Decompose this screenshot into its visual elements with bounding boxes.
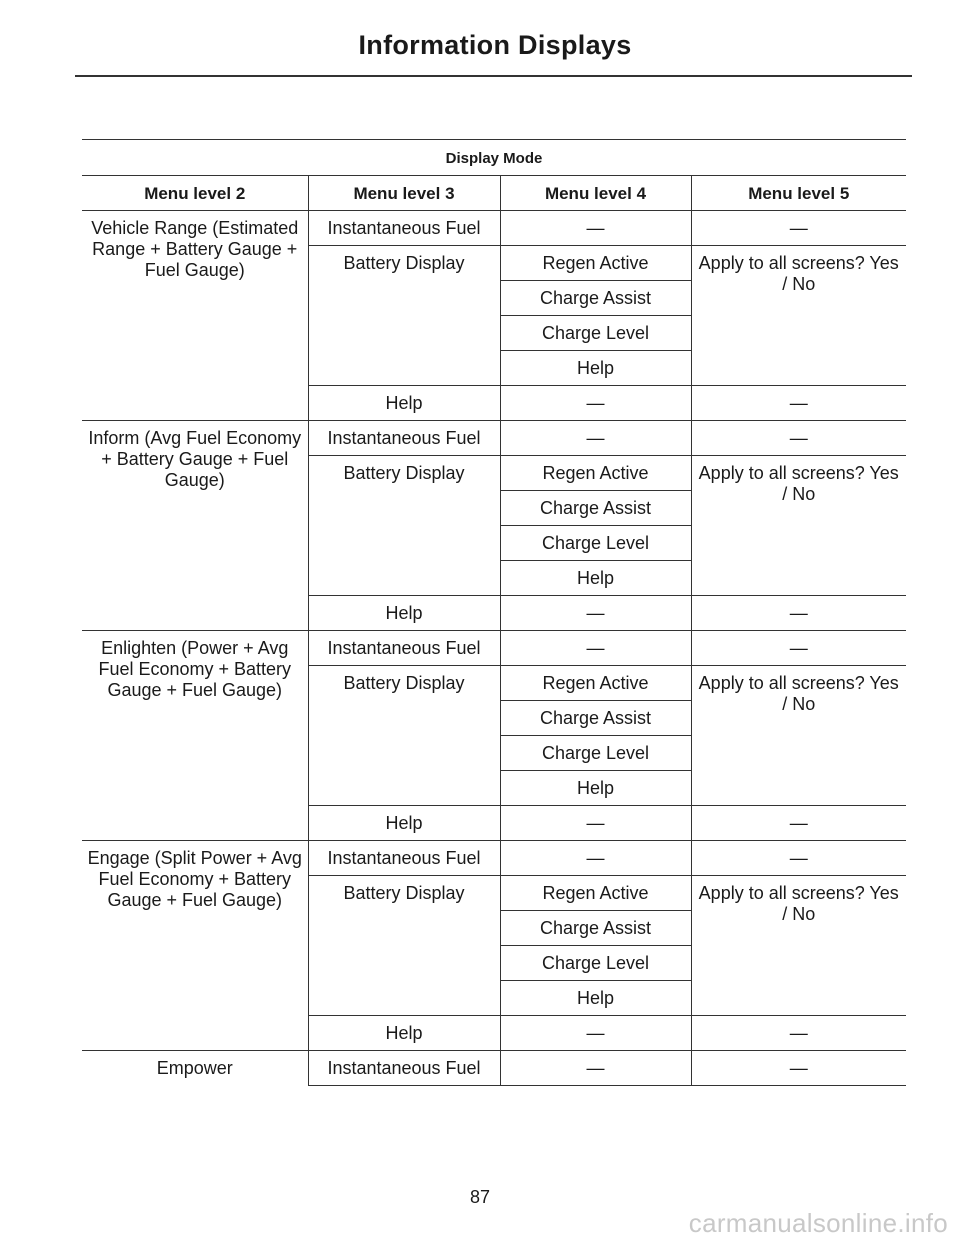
menu-level-4-cell: Regen Active bbox=[500, 246, 691, 281]
menu-level-3-cell: Instantaneous Fuel bbox=[308, 631, 500, 666]
menu-level-5-cell: Apply to all screens? Yes / No bbox=[691, 246, 906, 386]
menu-level-4-cell: Charge Level bbox=[500, 316, 691, 351]
table-row bbox=[82, 211, 906, 246]
menu-level-5-cell: — bbox=[691, 1016, 906, 1051]
menu-level-4-cell: Regen Active bbox=[500, 456, 691, 491]
menu-level-3-cell: Battery Display bbox=[308, 246, 500, 386]
menu-level-2-cell: Engage (Split Power + Avg Fuel Economy + Battery Gauge + Fuel Gauge) bbox=[82, 841, 308, 1051]
menu-level-4-cell: — bbox=[500, 806, 691, 841]
menu-level-3-cell: Instantaneous Fuel bbox=[308, 421, 500, 456]
header-divider bbox=[75, 75, 912, 77]
table-row bbox=[82, 631, 906, 666]
menu-level-4-cell: — bbox=[500, 1016, 691, 1051]
menu-level-5-cell: — bbox=[691, 1051, 906, 1086]
menu-level-4-cell: Charge Level bbox=[500, 736, 691, 771]
menu-level-4-cell: Charge Assist bbox=[500, 911, 691, 946]
menu-level-4-cell: Help bbox=[500, 351, 691, 386]
column-header-menu-level-5: Menu level 5 bbox=[691, 176, 906, 211]
menu-level-5-cell: Apply to all screens? Yes / No bbox=[691, 876, 906, 1016]
menu-level-4-cell: — bbox=[500, 386, 691, 421]
menu-level-4-cell: Charge Level bbox=[500, 946, 691, 981]
menu-level-5-cell: — bbox=[691, 211, 906, 246]
menu-level-5-cell: — bbox=[691, 596, 906, 631]
menu-level-2-cell: Inform (Avg Fuel Economy + Battery Gauge + Fuel Gauge) bbox=[82, 421, 308, 631]
menu-level-3-cell: Battery Display bbox=[308, 456, 500, 596]
menu-level-4-cell: Regen Active bbox=[500, 666, 691, 701]
menu-level-4-cell: — bbox=[500, 631, 691, 666]
menu-level-2-cell: Enlighten (Power + Avg Fuel Economy + Battery Gauge + Fuel Gauge) bbox=[82, 631, 308, 841]
menu-level-3-cell: Battery Display bbox=[308, 666, 500, 806]
table-row bbox=[82, 1051, 906, 1086]
menu-level-3-cell: Instantaneous Fuel bbox=[308, 211, 500, 246]
menu-level-5-cell: — bbox=[691, 841, 906, 876]
menu-level-4-cell: Help bbox=[500, 561, 691, 596]
menu-level-4-cell: — bbox=[500, 1051, 691, 1086]
menu-level-5-cell: — bbox=[691, 631, 906, 666]
menu-level-5-cell: — bbox=[691, 806, 906, 841]
menu-level-5-cell: — bbox=[691, 421, 906, 456]
column-header-menu-level-4: Menu level 4 bbox=[500, 176, 691, 211]
menu-level-4-cell: — bbox=[500, 421, 691, 456]
menu-level-4-cell: Charge Assist bbox=[500, 491, 691, 526]
menu-level-3-cell: Help bbox=[308, 806, 500, 841]
display-mode-table bbox=[82, 139, 906, 1086]
menu-level-4-cell: — bbox=[500, 211, 691, 246]
menu-level-3-cell: Instantaneous Fuel bbox=[308, 841, 500, 876]
watermark: carmanualsonline.info bbox=[688, 1208, 948, 1238]
column-header-menu-level-2: Menu level 2 bbox=[82, 176, 308, 211]
menu-level-3-cell: Battery Display bbox=[308, 876, 500, 1016]
menu-level-5-cell: — bbox=[691, 386, 906, 421]
column-header-menu-level-3: Menu level 3 bbox=[308, 176, 500, 211]
menu-level-5-cell: Apply to all screens? Yes / No bbox=[691, 666, 906, 806]
menu-level-4-cell: Help bbox=[500, 981, 691, 1016]
menu-level-3-cell: Help bbox=[308, 596, 500, 631]
menu-level-4-cell: Charge Assist bbox=[500, 701, 691, 736]
menu-level-3-cell: Help bbox=[308, 386, 500, 421]
table-body bbox=[82, 211, 906, 1086]
menu-level-4-cell: Charge Level bbox=[500, 526, 691, 561]
menu-level-3-cell: Instantaneous Fuel bbox=[308, 1051, 500, 1086]
menu-level-4-cell: Charge Assist bbox=[500, 281, 691, 316]
menu-level-2-cell: Empower bbox=[82, 1051, 308, 1086]
menu-level-4-cell: Regen Active bbox=[500, 876, 691, 911]
page-number: 87 bbox=[469, 1187, 491, 1207]
menu-level-3-cell: Help bbox=[308, 1016, 500, 1051]
menu-level-2-cell: Vehicle Range (Estimated Range + Battery Gauge + Fuel Gauge) bbox=[82, 211, 308, 421]
menu-level-5-cell: Apply to all screens? Yes / No bbox=[691, 456, 906, 596]
page-header: Information Displays bbox=[358, 30, 632, 60]
menu-level-4-cell: — bbox=[500, 841, 691, 876]
menu-level-4-cell: Help bbox=[500, 771, 691, 806]
table-row bbox=[82, 421, 906, 456]
table-row bbox=[82, 841, 906, 876]
table-title: Display Mode bbox=[82, 140, 906, 176]
menu-level-4-cell: — bbox=[500, 596, 691, 631]
